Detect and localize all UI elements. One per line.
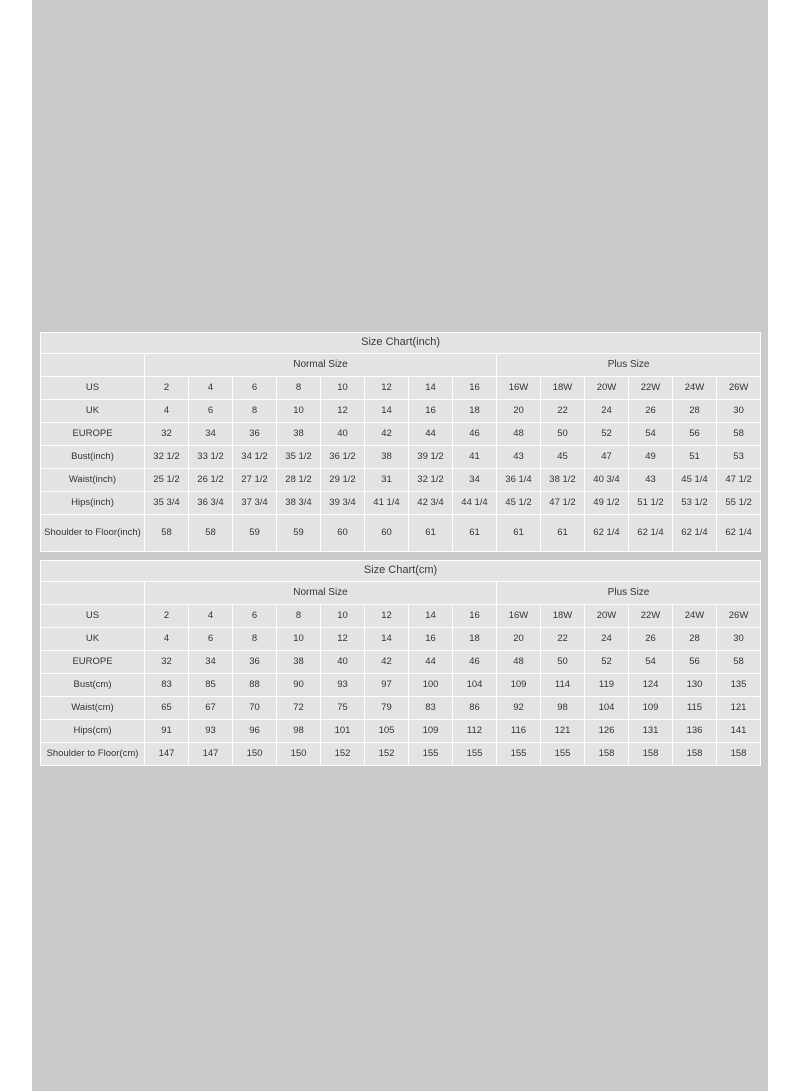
table-row bbox=[41, 515, 761, 552]
table-cell: 53 bbox=[717, 446, 761, 469]
table-row bbox=[41, 605, 761, 628]
table-cell: 16W bbox=[497, 605, 541, 628]
chart-group-row bbox=[41, 354, 761, 377]
table-cell: 92 bbox=[497, 697, 541, 720]
table-cell: 119 bbox=[585, 674, 629, 697]
table-cell: 8 bbox=[233, 628, 277, 651]
table-cell: 16 bbox=[409, 400, 453, 423]
table-cell: 6 bbox=[233, 605, 277, 628]
table-cell: 29 1/2 bbox=[321, 469, 365, 492]
table-cell: 121 bbox=[717, 697, 761, 720]
table-cell: 24 bbox=[585, 628, 629, 651]
table-cell: 20 bbox=[497, 628, 541, 651]
table-cell: 115 bbox=[673, 697, 717, 720]
table-cell: 32 1/2 bbox=[409, 469, 453, 492]
table-row bbox=[41, 743, 761, 766]
table-cell: 130 bbox=[673, 674, 717, 697]
table-cell: 56 bbox=[673, 651, 717, 674]
table-cell: 124 bbox=[629, 674, 673, 697]
table-cell: 4 bbox=[145, 628, 189, 651]
table-row bbox=[41, 651, 761, 674]
row-label: Shoulder to Floor(cm) bbox=[41, 743, 145, 766]
size-chart-container bbox=[40, 332, 761, 766]
table-cell: 30 bbox=[717, 628, 761, 651]
table-cell: 54 bbox=[629, 423, 673, 446]
table-cell: 109 bbox=[409, 720, 453, 743]
table-cell: 121 bbox=[541, 720, 585, 743]
table-cell: 104 bbox=[585, 697, 629, 720]
table-cell: 62 1/4 bbox=[673, 515, 717, 552]
row-label: Shoulder to Floor(inch) bbox=[41, 515, 145, 552]
chart-group-header: Plus Size bbox=[497, 354, 761, 377]
table-cell: 41 bbox=[453, 446, 497, 469]
table-cell: 36 1/4 bbox=[497, 469, 541, 492]
chart-group-header: Normal Size bbox=[145, 582, 497, 605]
table-cell: 34 1/2 bbox=[233, 446, 277, 469]
table-cell: 158 bbox=[673, 743, 717, 766]
table-cell: 40 3/4 bbox=[585, 469, 629, 492]
table-cell: 152 bbox=[321, 743, 365, 766]
table-cell: 58 bbox=[717, 423, 761, 446]
size-chart-block bbox=[40, 560, 761, 766]
table-cell: 44 bbox=[409, 423, 453, 446]
table-cell: 43 bbox=[629, 469, 673, 492]
table-cell: 61 bbox=[409, 515, 453, 552]
table-cell: 27 1/2 bbox=[233, 469, 277, 492]
table-cell: 30 bbox=[717, 400, 761, 423]
table-cell: 61 bbox=[541, 515, 585, 552]
size-chart-table bbox=[40, 332, 761, 552]
table-cell: 60 bbox=[365, 515, 409, 552]
table-cell: 4 bbox=[189, 377, 233, 400]
table-cell: 75 bbox=[321, 697, 365, 720]
table-cell: 46 bbox=[453, 423, 497, 446]
table-cell: 31 bbox=[365, 469, 409, 492]
table-cell: 35 1/2 bbox=[277, 446, 321, 469]
table-cell: 26 bbox=[629, 628, 673, 651]
table-row bbox=[41, 697, 761, 720]
chart-title: Size Chart(inch) bbox=[41, 333, 761, 354]
row-label: Waist(inch) bbox=[41, 469, 145, 492]
table-cell: 58 bbox=[189, 515, 233, 552]
table-cell: 67 bbox=[189, 697, 233, 720]
table-row bbox=[41, 720, 761, 743]
table-cell: 16 bbox=[453, 605, 497, 628]
table-cell: 50 bbox=[541, 651, 585, 674]
table-cell: 51 bbox=[673, 446, 717, 469]
table-cell: 34 bbox=[189, 423, 233, 446]
table-cell: 52 bbox=[585, 423, 629, 446]
table-cell: 147 bbox=[145, 743, 189, 766]
table-cell: 34 bbox=[453, 469, 497, 492]
table-cell: 90 bbox=[277, 674, 321, 697]
row-label: Bust(cm) bbox=[41, 674, 145, 697]
table-row bbox=[41, 400, 761, 423]
table-cell: 16W bbox=[497, 377, 541, 400]
table-cell: 12 bbox=[365, 377, 409, 400]
table-cell: 61 bbox=[497, 515, 541, 552]
table-cell: 32 1/2 bbox=[145, 446, 189, 469]
table-cell: 6 bbox=[233, 377, 277, 400]
chart-title-row bbox=[41, 561, 761, 582]
table-cell: 48 bbox=[497, 651, 541, 674]
table-cell: 18W bbox=[541, 377, 585, 400]
table-cell: 65 bbox=[145, 697, 189, 720]
table-cell: 10 bbox=[277, 628, 321, 651]
table-cell: 41 1/4 bbox=[365, 492, 409, 515]
table-cell: 60 bbox=[321, 515, 365, 552]
table-cell: 86 bbox=[453, 697, 497, 720]
table-cell: 6 bbox=[189, 628, 233, 651]
table-cell: 10 bbox=[277, 400, 321, 423]
table-cell: 155 bbox=[409, 743, 453, 766]
table-cell: 158 bbox=[585, 743, 629, 766]
table-cell: 147 bbox=[189, 743, 233, 766]
table-cell: 22 bbox=[541, 628, 585, 651]
table-cell: 47 1/2 bbox=[541, 492, 585, 515]
table-row bbox=[41, 628, 761, 651]
table-cell: 62 1/4 bbox=[717, 515, 761, 552]
chart-group-row bbox=[41, 582, 761, 605]
table-cell: 116 bbox=[497, 720, 541, 743]
table-cell: 22 bbox=[541, 400, 585, 423]
table-cell: 22W bbox=[629, 605, 673, 628]
table-cell: 16 bbox=[409, 628, 453, 651]
chart-group-header: Normal Size bbox=[145, 354, 497, 377]
table-cell: 10 bbox=[321, 605, 365, 628]
table-cell: 32 bbox=[145, 651, 189, 674]
table-cell: 4 bbox=[145, 400, 189, 423]
row-label: EUROPE bbox=[41, 423, 145, 446]
table-cell: 2 bbox=[145, 377, 189, 400]
table-cell: 96 bbox=[233, 720, 277, 743]
size-chart-block bbox=[40, 332, 761, 552]
row-label: Waist(cm) bbox=[41, 697, 145, 720]
chart-group-header: Plus Size bbox=[497, 582, 761, 605]
table-cell: 109 bbox=[497, 674, 541, 697]
table-cell: 56 bbox=[673, 423, 717, 446]
table-cell: 83 bbox=[409, 697, 453, 720]
table-cell: 40 bbox=[321, 651, 365, 674]
table-row bbox=[41, 469, 761, 492]
table-cell: 44 bbox=[409, 651, 453, 674]
table-cell: 24W bbox=[673, 605, 717, 628]
table-cell: 79 bbox=[365, 697, 409, 720]
table-cell: 20W bbox=[585, 605, 629, 628]
table-cell: 158 bbox=[629, 743, 673, 766]
table-cell: 98 bbox=[541, 697, 585, 720]
row-label: US bbox=[41, 377, 145, 400]
table-cell: 36 3/4 bbox=[189, 492, 233, 515]
table-cell: 26 1/2 bbox=[189, 469, 233, 492]
table-cell: 36 bbox=[233, 651, 277, 674]
table-cell: 24 bbox=[585, 400, 629, 423]
table-cell: 10 bbox=[321, 377, 365, 400]
table-cell: 35 3/4 bbox=[145, 492, 189, 515]
table-cell: 52 bbox=[585, 651, 629, 674]
table-cell: 55 1/2 bbox=[717, 492, 761, 515]
table-cell: 18 bbox=[453, 628, 497, 651]
table-cell: 150 bbox=[277, 743, 321, 766]
table-row bbox=[41, 492, 761, 515]
table-cell: 14 bbox=[365, 400, 409, 423]
table-cell: 100 bbox=[409, 674, 453, 697]
table-cell: 42 bbox=[365, 651, 409, 674]
table-cell: 46 bbox=[453, 651, 497, 674]
table-cell: 44 1/4 bbox=[453, 492, 497, 515]
table-cell: 14 bbox=[409, 605, 453, 628]
table-cell: 54 bbox=[629, 651, 673, 674]
table-cell: 25 1/2 bbox=[145, 469, 189, 492]
table-cell: 8 bbox=[277, 377, 321, 400]
table-cell: 36 1/2 bbox=[321, 446, 365, 469]
table-cell: 98 bbox=[277, 720, 321, 743]
table-cell: 62 1/4 bbox=[585, 515, 629, 552]
table-cell: 33 1/2 bbox=[189, 446, 233, 469]
table-cell: 48 bbox=[497, 423, 541, 446]
table-cell: 40 bbox=[321, 423, 365, 446]
table-cell: 155 bbox=[541, 743, 585, 766]
table-cell: 22W bbox=[629, 377, 673, 400]
table-cell: 104 bbox=[453, 674, 497, 697]
table-cell: 83 bbox=[145, 674, 189, 697]
row-label: Hips(cm) bbox=[41, 720, 145, 743]
chart-title: Size Chart(cm) bbox=[41, 561, 761, 582]
table-cell: 112 bbox=[453, 720, 497, 743]
table-cell: 38 bbox=[277, 423, 321, 446]
table-cell: 42 3/4 bbox=[409, 492, 453, 515]
table-cell: 141 bbox=[717, 720, 761, 743]
table-cell: 58 bbox=[717, 651, 761, 674]
table-cell: 101 bbox=[321, 720, 365, 743]
table-cell: 28 bbox=[673, 400, 717, 423]
table-cell: 26W bbox=[717, 377, 761, 400]
table-cell: 158 bbox=[717, 743, 761, 766]
table-cell: 88 bbox=[233, 674, 277, 697]
table-cell: 53 1/2 bbox=[673, 492, 717, 515]
corner-cell bbox=[41, 582, 145, 605]
table-cell: 18W bbox=[541, 605, 585, 628]
table-cell: 6 bbox=[189, 400, 233, 423]
table-cell: 34 bbox=[189, 651, 233, 674]
table-cell: 59 bbox=[233, 515, 277, 552]
table-cell: 28 1/2 bbox=[277, 469, 321, 492]
table-cell: 32 bbox=[145, 423, 189, 446]
table-cell: 45 bbox=[541, 446, 585, 469]
table-cell: 39 3/4 bbox=[321, 492, 365, 515]
row-label: Hips(inch) bbox=[41, 492, 145, 515]
table-cell: 109 bbox=[629, 697, 673, 720]
table-cell: 16 bbox=[453, 377, 497, 400]
table-cell: 135 bbox=[717, 674, 761, 697]
table-cell: 155 bbox=[453, 743, 497, 766]
table-cell: 39 1/2 bbox=[409, 446, 453, 469]
table-cell: 8 bbox=[277, 605, 321, 628]
table-cell: 38 1/2 bbox=[541, 469, 585, 492]
table-cell: 38 3/4 bbox=[277, 492, 321, 515]
row-label: UK bbox=[41, 628, 145, 651]
row-label: US bbox=[41, 605, 145, 628]
table-cell: 93 bbox=[189, 720, 233, 743]
table-cell: 93 bbox=[321, 674, 365, 697]
table-cell: 152 bbox=[365, 743, 409, 766]
table-cell: 24W bbox=[673, 377, 717, 400]
table-cell: 12 bbox=[321, 400, 365, 423]
table-cell: 26W bbox=[717, 605, 761, 628]
table-cell: 51 1/2 bbox=[629, 492, 673, 515]
table-cell: 155 bbox=[497, 743, 541, 766]
table-cell: 18 bbox=[453, 400, 497, 423]
table-cell: 85 bbox=[189, 674, 233, 697]
table-cell: 49 bbox=[629, 446, 673, 469]
table-cell: 150 bbox=[233, 743, 277, 766]
chart-title-row bbox=[41, 333, 761, 354]
table-cell: 20W bbox=[585, 377, 629, 400]
table-cell: 45 1/2 bbox=[497, 492, 541, 515]
table-cell: 131 bbox=[629, 720, 673, 743]
table-cell: 38 bbox=[277, 651, 321, 674]
table-cell: 58 bbox=[145, 515, 189, 552]
table-cell: 91 bbox=[145, 720, 189, 743]
row-label: UK bbox=[41, 400, 145, 423]
table-cell: 136 bbox=[673, 720, 717, 743]
table-cell: 62 1/4 bbox=[629, 515, 673, 552]
table-cell: 37 3/4 bbox=[233, 492, 277, 515]
table-cell: 8 bbox=[233, 400, 277, 423]
table-cell: 14 bbox=[409, 377, 453, 400]
table-cell: 38 bbox=[365, 446, 409, 469]
table-cell: 45 1/4 bbox=[673, 469, 717, 492]
table-cell: 50 bbox=[541, 423, 585, 446]
table-cell: 4 bbox=[189, 605, 233, 628]
table-cell: 61 bbox=[453, 515, 497, 552]
table-cell: 42 bbox=[365, 423, 409, 446]
table-cell: 43 bbox=[497, 446, 541, 469]
row-label: Bust(inch) bbox=[41, 446, 145, 469]
corner-cell bbox=[41, 354, 145, 377]
row-label: EUROPE bbox=[41, 651, 145, 674]
table-row bbox=[41, 446, 761, 469]
table-cell: 2 bbox=[145, 605, 189, 628]
table-cell: 26 bbox=[629, 400, 673, 423]
table-cell: 12 bbox=[365, 605, 409, 628]
table-cell: 36 bbox=[233, 423, 277, 446]
table-cell: 126 bbox=[585, 720, 629, 743]
table-row bbox=[41, 377, 761, 400]
table-cell: 47 bbox=[585, 446, 629, 469]
table-cell: 20 bbox=[497, 400, 541, 423]
table-cell: 97 bbox=[365, 674, 409, 697]
table-cell: 47 1/2 bbox=[717, 469, 761, 492]
size-chart-table bbox=[40, 560, 761, 766]
table-row bbox=[41, 423, 761, 446]
table-cell: 59 bbox=[277, 515, 321, 552]
table-row bbox=[41, 674, 761, 697]
table-cell: 105 bbox=[365, 720, 409, 743]
table-cell: 28 bbox=[673, 628, 717, 651]
table-cell: 49 1/2 bbox=[585, 492, 629, 515]
table-cell: 14 bbox=[365, 628, 409, 651]
table-cell: 72 bbox=[277, 697, 321, 720]
table-cell: 114 bbox=[541, 674, 585, 697]
table-cell: 70 bbox=[233, 697, 277, 720]
table-cell: 12 bbox=[321, 628, 365, 651]
